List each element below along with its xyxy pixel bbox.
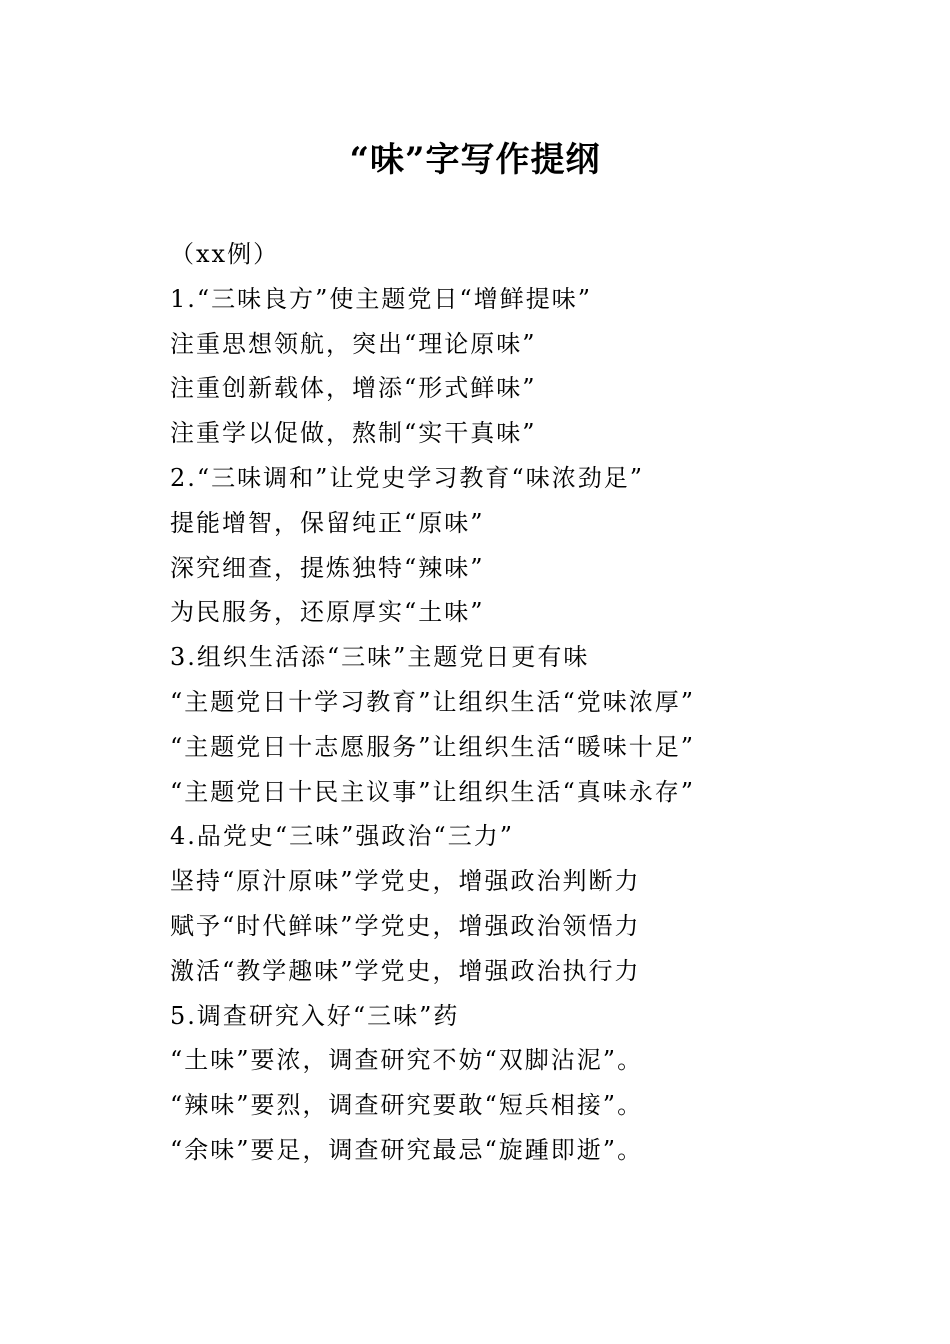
document-line: 5.调查研究入好“三味”药 [170, 1001, 460, 1030]
document-line: 深究细查，提炼独特“辣味” [170, 553, 485, 582]
document-line: “辣味”要烈，调查研究要敢“短兵相接”。 [170, 1091, 644, 1120]
document-line: “土味”要浓，调查研究不妨“双脚沾泥”。 [170, 1046, 644, 1075]
document-line: 激活“教学趣味”学党史，增强政治执行力 [170, 956, 641, 985]
document-line: “主题党日十民主议事”让组织生活“真味永存” [170, 777, 696, 806]
document-line: （xx例） [170, 240, 280, 268]
document-line: 注重创新载体，增添“形式鲜味” [170, 374, 537, 403]
document-line: 1.“三味良方”使主题党日“增鲜提味” [170, 284, 592, 313]
document-line: 提能增智，保留纯正“原味” [170, 508, 485, 537]
document-line: “余味”要足，调查研究最忌“旋踵即逝”。 [170, 1135, 644, 1164]
document-line: 4.品党史“三味”强政治“三力” [170, 822, 514, 851]
document-line: 赋予“时代鲜味”学党史，增强政治领悟力 [170, 911, 641, 940]
document-line: 2.“三味调和”让党史学习教育“味浓劲足” [170, 463, 644, 492]
document-body [170, 232, 910, 1173]
document-line: “主题党日十学习教育”让组织生活“党味浓厚” [170, 687, 696, 716]
document-line: 3.组织生活添“三味”主题党日更有味 [170, 643, 590, 672]
document-line: 注重学以促做，熬制“实干真味” [170, 419, 537, 448]
document-title: “味”字写作提纲 [349, 140, 601, 180]
document-line: 为民服务，还原厚实“土味” [170, 598, 485, 627]
document-line: 注重思想领航，突出“理论原味” [170, 329, 537, 358]
document-line: “主题党日十志愿服务”让组织生活“暖味十足” [170, 732, 696, 761]
document-line: 坚持“原汁原味”学党史，增强政治判断力 [170, 867, 641, 896]
